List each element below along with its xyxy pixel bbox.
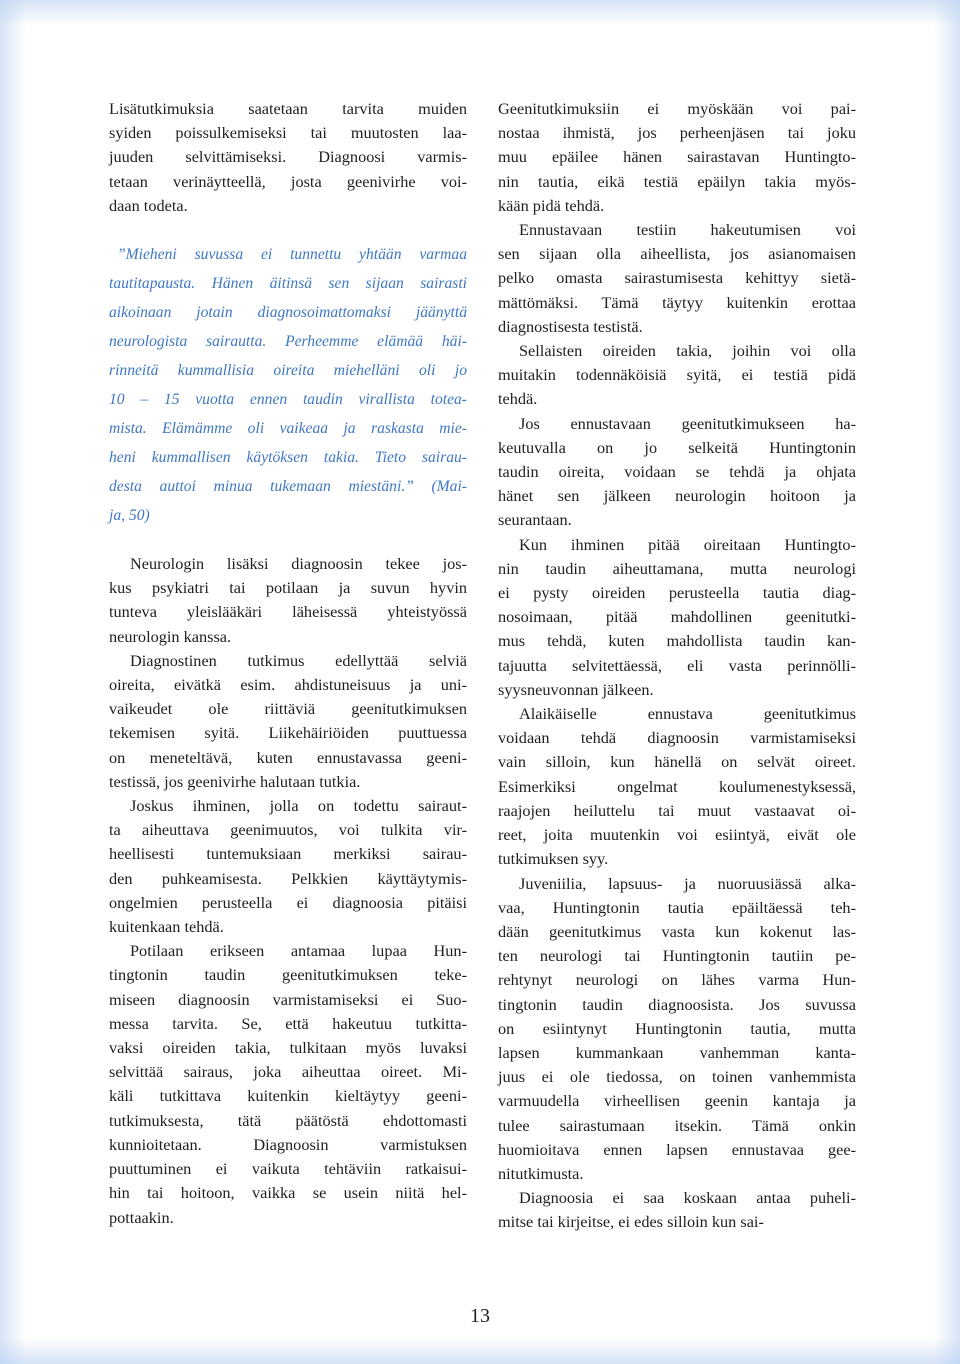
text-line: Sellaisten oireiden takia, joihin voi olla bbox=[519, 341, 856, 361]
text-line: juuden selvittämiseksi. Diagnoosi varmis- bbox=[109, 147, 467, 167]
text-line: nin taudin aiheuttamana, mutta neurologi bbox=[498, 558, 856, 578]
text-line: muitakin todennäköisiä syitä, ei testiä pidä bbox=[498, 365, 856, 385]
text-line: keutuvalla on jo selkeitä Huntingtonin bbox=[498, 437, 856, 457]
text-line: ta aiheuttava geenimuutos, voi tulkita vir- bbox=[109, 820, 467, 840]
text-line: tajuutta selvitettäessä, eli vasta perinnölli- bbox=[498, 655, 856, 675]
text-line: sen sijaan olla aiheellista, jos asianomaisen bbox=[498, 244, 856, 264]
text-line: lapsen kummankaan vanhemman kanta- bbox=[498, 1042, 856, 1062]
text-line: mitse tai kirjeitse, ei edes silloin kun sai- bbox=[498, 1212, 764, 1232]
text-line: Diagnoosia ei saa koskaan antaa puheli- bbox=[519, 1188, 856, 1208]
left-column bbox=[109, 97, 467, 1230]
text-line: Kun ihminen pitää oireitaan Huntingto- bbox=[519, 534, 856, 554]
text-line: den puhkeamisesta. Pelkkien käyttäytymis- bbox=[109, 868, 467, 888]
text-line: seurantaan. bbox=[498, 510, 572, 530]
text-line: hänet sen jälkeen neurologin hoitoon ja bbox=[498, 486, 856, 506]
text-line: desta auttoi minua tukemaan miestäni.” (Mai- bbox=[109, 478, 467, 496]
paragraph-diagnostic-criteria bbox=[109, 649, 467, 794]
text-line: varmuudella virheellisen geenin kantaja ja bbox=[498, 1091, 856, 1111]
text-line: tekemisen syitä. Liikehäiriöiden puuttuessa bbox=[109, 723, 467, 743]
text-line: tingtonin taudin diagnoosista. Jos suvussa bbox=[498, 994, 856, 1014]
text-line: aikoinaan jotain diagnosoimattomaksi jäänyttä bbox=[109, 304, 467, 322]
paragraph-juvenile bbox=[498, 872, 856, 1187]
text-line: tehdä. bbox=[498, 389, 538, 409]
text-line: testissä, jos geenivirhe halutaan tutkia. bbox=[109, 771, 361, 791]
paragraph-additional-tests bbox=[109, 97, 467, 218]
text-line: tetaan verinäytteellä, josta geenivirhe voi- bbox=[109, 171, 467, 191]
page-number: 13 bbox=[470, 1305, 490, 1327]
text-line: puuttuminen ei vaikuta tehtäviin ratkaisui- bbox=[109, 1159, 467, 1179]
paragraph-neurologist-diagnosis bbox=[109, 552, 467, 649]
text-line: Alaikäiselle ennustava geenitutkimus bbox=[519, 704, 856, 724]
text-line: syysneuvonnan jälkeen. bbox=[498, 679, 654, 699]
text-line: syiden poissulkemiseksi tai muutosten laa- bbox=[109, 123, 467, 143]
right-column bbox=[498, 97, 856, 1235]
text-line: Geenitutkimuksiin ei myöskään voi pai- bbox=[498, 99, 856, 118]
text-line: heni kummallisen käytöksen takia. Tieto sairau- bbox=[109, 449, 467, 467]
text-line: dään geenitutkimus vasta kun kokenut las- bbox=[498, 921, 856, 941]
text-line: Lisätutkimuksia saatetaan tarvita muiden bbox=[109, 99, 467, 118]
text-line: muu epäilee hänen sairastavan Huntingto- bbox=[498, 147, 856, 167]
text-line: vaa, Huntingtonin tautia epäiltäessä teh- bbox=[498, 897, 856, 917]
text-line: rinneitä kummallisia oireita miehelläni oli jo bbox=[109, 362, 467, 380]
paragraph-no-phone-diagnosis bbox=[498, 1186, 856, 1234]
text-line: ei pysty oireiden perusteella tautia diag- bbox=[498, 583, 856, 603]
text-line: kunnioitetaan. Diagnoosin varmistuksen bbox=[109, 1134, 467, 1154]
text-line: kään pidä tehdä. bbox=[498, 195, 605, 215]
text-line: rehtynyt neurologi on lähes varma Hun- bbox=[498, 970, 856, 990]
text-line: nitutkimusta. bbox=[498, 1163, 584, 1183]
text-line: vain silloin, kun hänellä on selvät oireet. bbox=[498, 752, 856, 772]
text-line: diagnostisesta testistä. bbox=[498, 316, 643, 336]
text-line: pottaakin. bbox=[109, 1207, 174, 1227]
text-line: raajojen heiluttelu tai muut vastaavat oi- bbox=[498, 800, 856, 820]
text-line: Esimerkiksi ongelmat koulumenestyksessä, bbox=[498, 776, 856, 796]
paragraph-other-causes bbox=[498, 339, 856, 412]
text-line: neurologin kanssa. bbox=[109, 626, 232, 646]
text-line: oireita, eivätkä esim. ahdistuneisuus ja uni- bbox=[109, 675, 467, 695]
text-line: Joskus ihminen, jolla on todettu sairaut- bbox=[130, 796, 467, 816]
text-line: reet, joita muutenkin voi esiintyä, eivät ole bbox=[498, 825, 856, 845]
text-line: on meneteltävä, kuten ennustavassa geeni- bbox=[109, 747, 467, 767]
text-line: kus psykiatri tai potilaan ja suvun hyvin bbox=[109, 578, 467, 598]
paragraph-existing-symptoms bbox=[498, 412, 856, 533]
paragraph-no-pressure bbox=[498, 97, 856, 218]
text-line: ongelmien perusteella ei diagnoosia pitäisi bbox=[109, 892, 467, 912]
paragraph-predictive-test bbox=[498, 218, 856, 339]
text-line: miseen diagnoosin varmistamiseksi ei Suo- bbox=[109, 989, 467, 1009]
text-line: mus tehdä, kuten mahdollista taudin kan- bbox=[498, 631, 856, 651]
text-line: nostaa ihmistä, jos perheenjäsen tai joku bbox=[498, 123, 856, 143]
text-line: tutkimuksesta, tätä päätöstä ehdottomasti bbox=[109, 1110, 467, 1130]
text-line: pelko omasta sairastumisesta kehittyy sietä- bbox=[498, 268, 856, 288]
text-line: mista. Elämämme oli vaikeaa ja raskasta mie- bbox=[109, 420, 467, 438]
text-line: tulee sairastumaan itsekin. Tämä onkin bbox=[498, 1115, 856, 1135]
paragraph-minors bbox=[498, 702, 856, 871]
text-line: vaikeudet ole riittäviä geenitutkimuksen bbox=[109, 699, 467, 719]
paragraph-misinterpretation bbox=[109, 794, 467, 939]
text-line: Neurologin lisäksi diagnoosin tekee jos- bbox=[130, 554, 467, 574]
text-line: ja, 50) bbox=[109, 507, 150, 525]
text-line: Juveniilia, lapsuus- ja nuoruusiässä alka- bbox=[519, 873, 856, 893]
text-line: huomioitava ennen lapsen ennustavaa gee- bbox=[498, 1139, 856, 1159]
text-line: ten neurologi tai Huntingtonin tautiin pe- bbox=[498, 946, 856, 966]
text-line: mättömäksi. Tämä täytyy kuitenkin erottaa bbox=[498, 292, 856, 312]
paragraph-consent bbox=[109, 939, 467, 1229]
text-line: 10 – 15 vuotta ennen taudin virallista totea- bbox=[109, 391, 467, 409]
text-line: kuitenkaan tehdä. bbox=[109, 917, 224, 937]
text-line: messa tarvita. Se, että hakeutuu tutkitta- bbox=[109, 1013, 467, 1033]
text-line: Ennustavaan testiin hakeutumisen voi bbox=[519, 220, 856, 240]
text-line: Diagnostinen tutkimus edellyttää selviä bbox=[130, 650, 467, 670]
text-line: ”Mieheni suvussa ei tunnettu yhtään varmaa bbox=[117, 246, 467, 264]
text-line: Jos ennustavaan geenitutkimukseen ha- bbox=[519, 413, 856, 433]
text-line: tunteva yleislääkäri läheisessä yhteistyössä bbox=[109, 602, 467, 622]
text-line: neurologista sairautta. Perheemme elämää häi- bbox=[109, 333, 467, 351]
text-line: hin tai hoitoon, vaikka se usein niitä hel- bbox=[109, 1183, 467, 1203]
text-line: käli tutkittava kuitenkin kieltäytyy geeni- bbox=[109, 1086, 467, 1106]
text-line: heellisesti tuntemuksiaan merkiksi sairau- bbox=[109, 844, 467, 864]
text-line: selvittää sairaus, joka aiheuttaa oireet. Mi- bbox=[109, 1062, 467, 1082]
text-line: tingtonin taudin geenitutkimuksen teke- bbox=[109, 965, 467, 985]
text-line: nosoimaan, pitää mahdollinen geenitutki- bbox=[498, 607, 856, 627]
text-line: on esiintynyt Huntingtonin tautia, mutta bbox=[498, 1018, 856, 1038]
text-line: vaksi oireiden takia, tulkitaan myös luvaksi bbox=[109, 1038, 467, 1058]
text-line: taudin oireita, voidaan se tehdä ja ohjata bbox=[498, 462, 856, 482]
text-line: tautitapausta. Hänen äitinsä sen sijaan sairasti bbox=[109, 275, 467, 293]
text-line: Potilaan erikseen antamaa lupaa Hun- bbox=[130, 941, 467, 961]
text-line: tutkimuksen syy. bbox=[498, 849, 609, 869]
patient-quote bbox=[109, 240, 467, 530]
text-line: juus ei ole tiedossa, on toinen vanhemmista bbox=[498, 1067, 856, 1087]
text-line: voidaan tehdä diagnoosin varmistamiseksi bbox=[498, 728, 856, 748]
text-line: nin tautia, eikä testiä epäilyn takia myös- bbox=[498, 171, 856, 191]
paragraph-uncertain-symptoms bbox=[498, 533, 856, 702]
text-line: daan todeta. bbox=[109, 195, 188, 215]
